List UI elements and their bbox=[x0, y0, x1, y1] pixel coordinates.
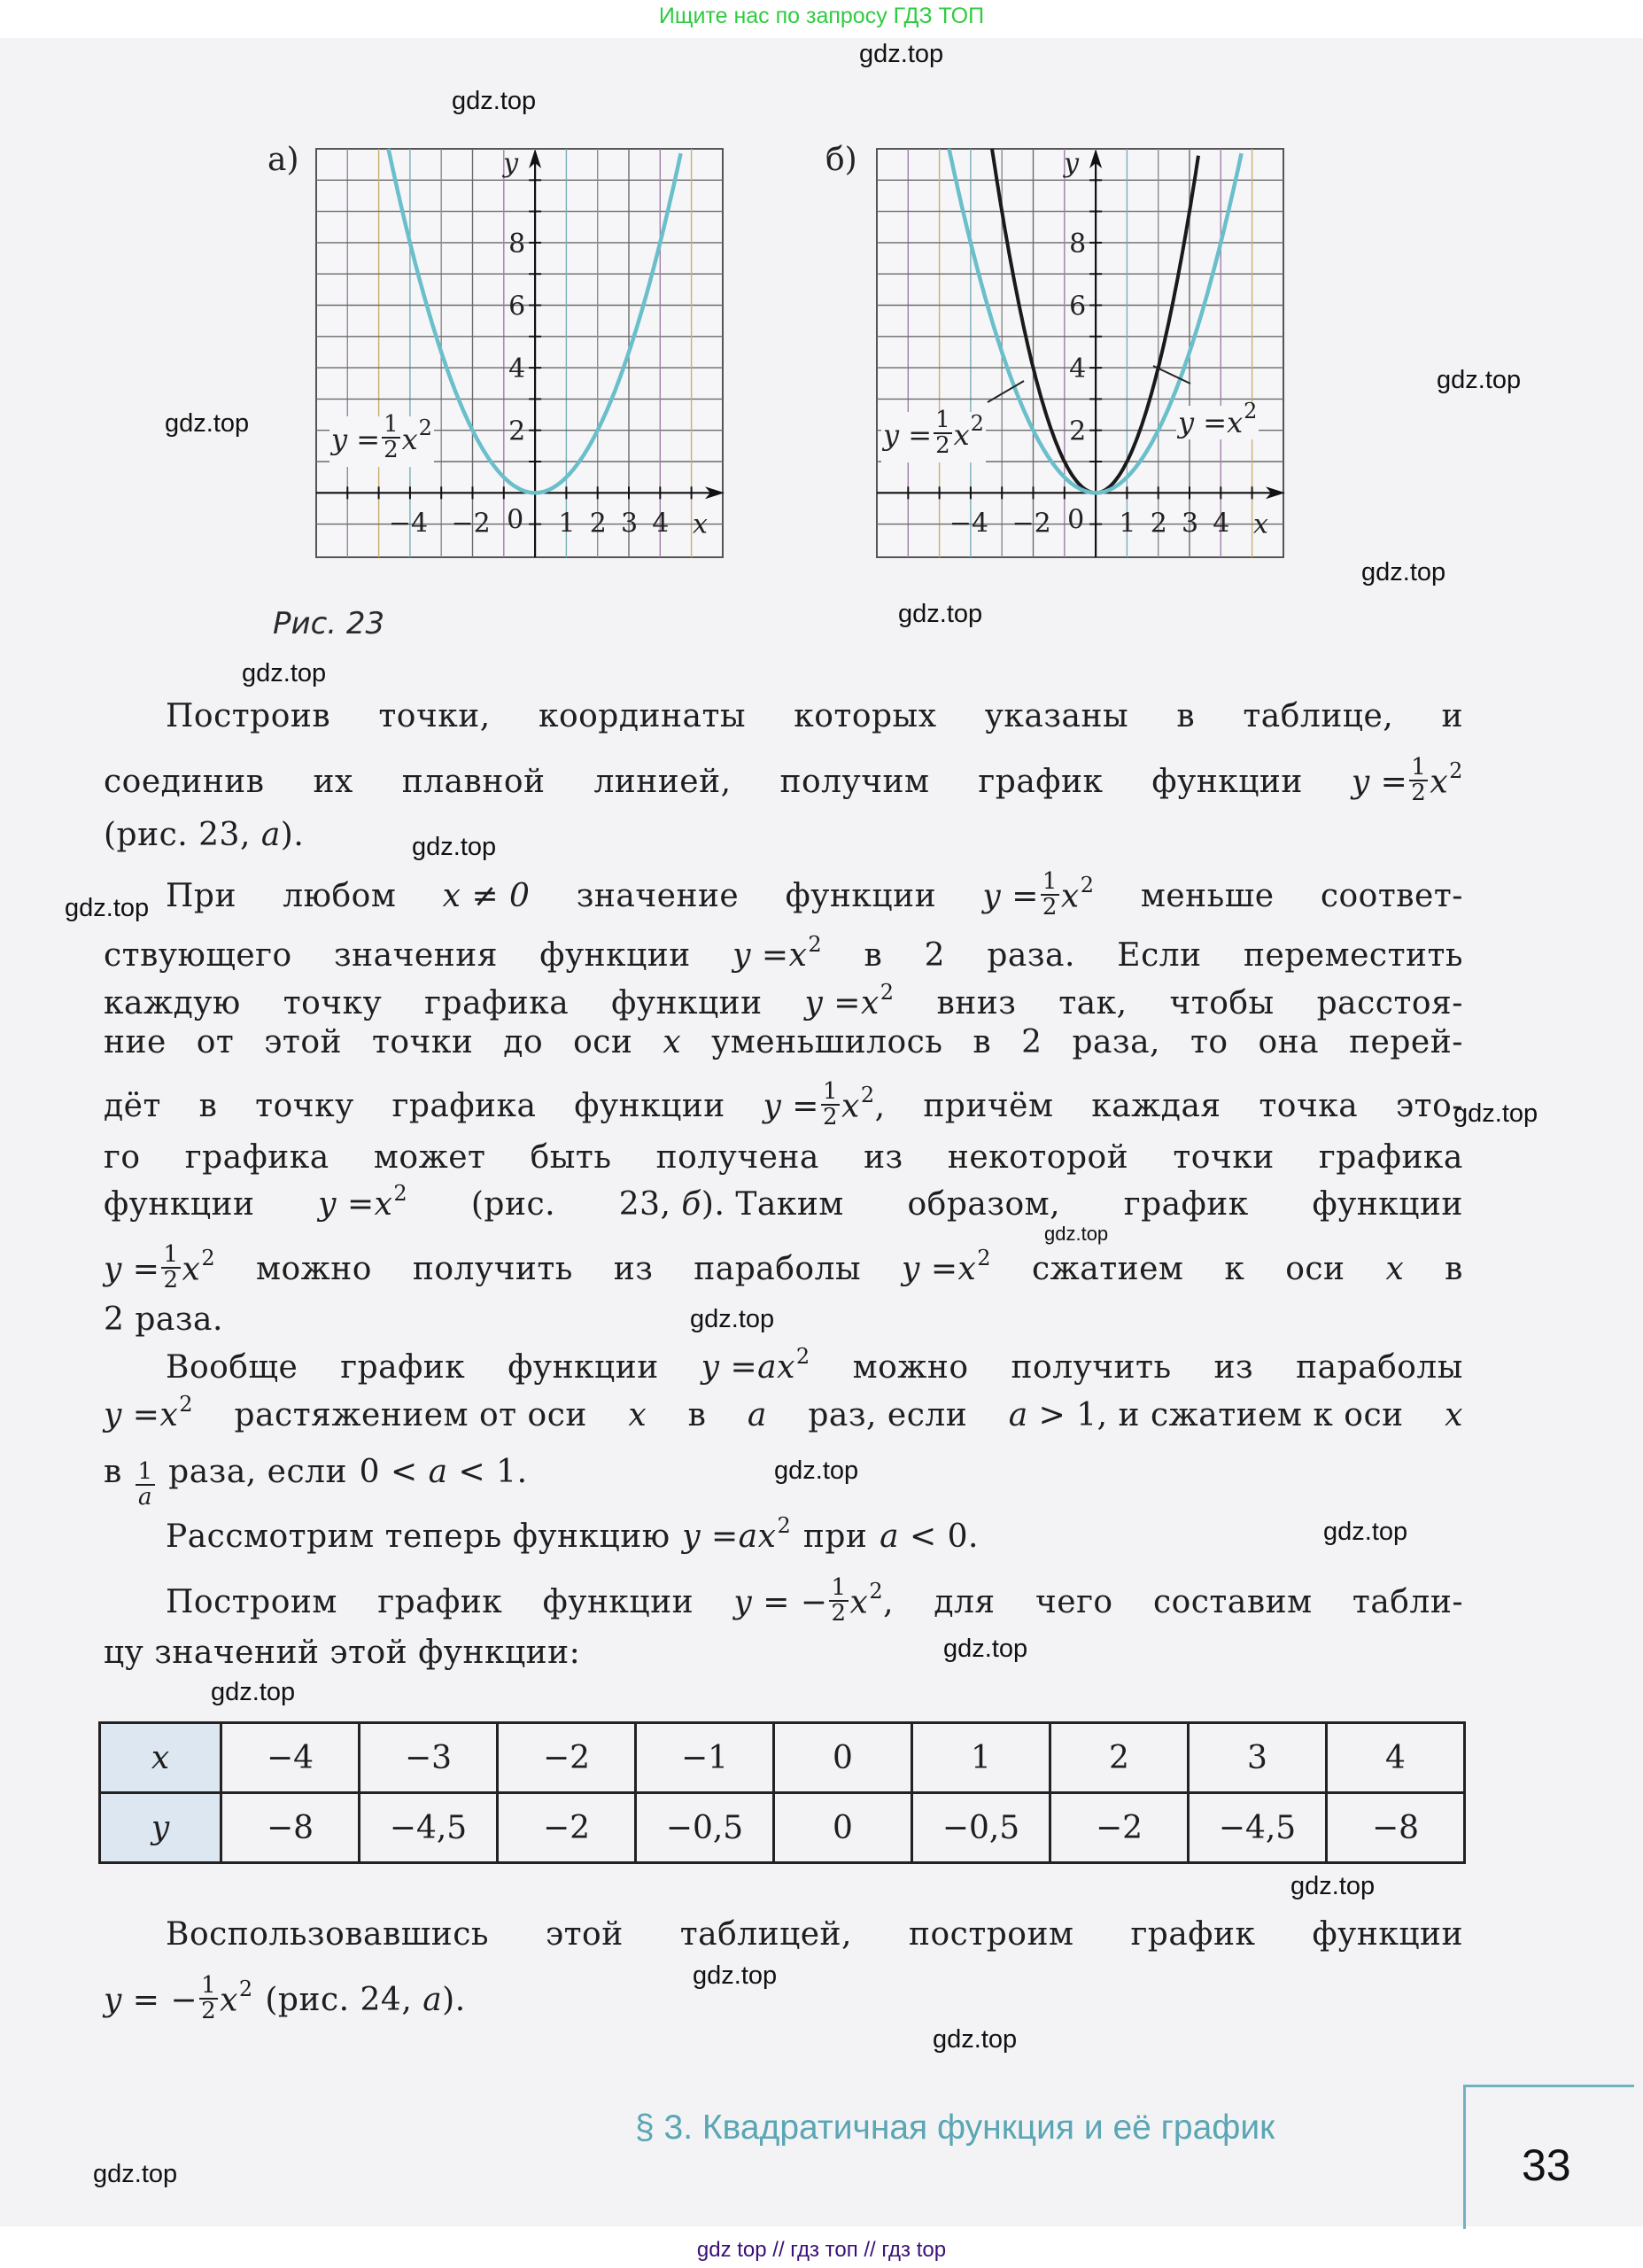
watermark: gdz.top bbox=[933, 2025, 1018, 2054]
values-table-grid bbox=[98, 1721, 1466, 1864]
watermark: gdz.top bbox=[412, 833, 497, 861]
table-row bbox=[100, 1793, 1465, 1863]
text-line: y = $\frac{1}{2}$ $x^2$ можно получить из параболы $y =x^2$ сжатием к оси x в bbox=[104, 1241, 1463, 1294]
x-tick-label: −4 bbox=[388, 508, 429, 540]
x-tick-label: 1 bbox=[558, 508, 576, 540]
text-line: цу значений этой функции: bbox=[104, 1635, 581, 1671]
figure-caption: Рис. 23 bbox=[273, 606, 385, 641]
text-line: 2 раза. bbox=[104, 1301, 223, 1338]
x-tick-label: −4 bbox=[949, 508, 989, 540]
watermark: gdz.top bbox=[774, 1456, 859, 1485]
watermark: gdz.top bbox=[242, 659, 327, 687]
watermark: gdz.top bbox=[1044, 1223, 1109, 1245]
x-tick-label: 3 bbox=[621, 508, 639, 540]
y-tick-label: 4 bbox=[1069, 353, 1087, 385]
watermark: gdz.top bbox=[452, 87, 537, 115]
bottom-banner-text: gdz top // гдз топ // гдз top bbox=[696, 2238, 947, 2262]
watermark: gdz.top bbox=[690, 1305, 775, 1333]
panel-b-label: б) bbox=[825, 142, 857, 178]
text-line: Вообще график функции $y =ax^2$ можно получить из параболы bbox=[166, 1344, 1463, 1386]
x-axis-label: x bbox=[693, 509, 708, 540]
text-line: ствующего значения функции $y =x^2$ в 2 раза. Если переместить bbox=[104, 932, 1463, 974]
table-cell: 1 bbox=[912, 1723, 1050, 1793]
x-tick-label: 4 bbox=[652, 508, 670, 540]
y-axis-label: y bbox=[503, 148, 519, 179]
x-tick-label: 4 bbox=[1213, 508, 1230, 540]
text-line: функции $y =x^2$ (рис. 23, б). Таким образом, график функции bbox=[104, 1181, 1463, 1223]
table-cell: −4,5 bbox=[360, 1793, 498, 1863]
panel-a-label: а) bbox=[267, 142, 299, 178]
text-line: ние от этой точки до оси x уменьшилось в 2 раза, то она перей- bbox=[104, 1024, 1463, 1060]
table-cell: −3 bbox=[360, 1723, 498, 1793]
watermark: gdz.top bbox=[1361, 558, 1446, 586]
text-line: го графика может быть получена из некоторой точки графика bbox=[104, 1139, 1463, 1176]
y-tick-label: 6 bbox=[1069, 291, 1087, 322]
text-line: Воспользовавшись этой таблицей, построим график функции bbox=[166, 1916, 1463, 1953]
x-tick-label: 2 bbox=[589, 508, 607, 540]
table-cell: −2 bbox=[1050, 1793, 1189, 1863]
curve-label-x-squared: $y =x^2$ bbox=[1178, 399, 1258, 439]
watermark: gdz.top bbox=[943, 1635, 1028, 1663]
table-cell: −1 bbox=[636, 1723, 774, 1793]
x-tick-label: 1 bbox=[1119, 508, 1136, 540]
text-line: $y =x^2$ растяжением от оси x в a раз, если a > 1, и сжатием к оси x bbox=[104, 1392, 1463, 1433]
curve-label-half-x-squared: y = $\frac{1}{2}$ $x^2$ bbox=[881, 412, 986, 462]
table-cell: −8 bbox=[221, 1793, 360, 1863]
row-header: x bbox=[100, 1723, 221, 1793]
x-axis-label: x bbox=[1253, 509, 1268, 540]
text-line: соединив их плавной линией, получим график функции y = $\frac{1}{2}$ $x^2$ bbox=[104, 754, 1463, 807]
table-cell: −0,5 bbox=[636, 1793, 774, 1863]
table-cell: −4,5 bbox=[1189, 1793, 1327, 1863]
page-number: 33 bbox=[1522, 2140, 1571, 2190]
text-line: каждую точку графика функции $y =x^2$ вниз так, чтобы расстоя- bbox=[104, 980, 1463, 1021]
y-tick-label: 6 bbox=[508, 291, 526, 322]
text-line: (рис. 23, а). bbox=[104, 817, 305, 853]
curve-label-half-x-squared: y = $\frac{1}{2}$ $x^2$ bbox=[329, 416, 434, 467]
text-line: Рассмотрим теперь функцию $y =ax^2$ при a < 0. bbox=[166, 1513, 979, 1555]
table-cell: −8 bbox=[1327, 1793, 1465, 1863]
table-cell: −0,5 bbox=[912, 1793, 1050, 1863]
table-row bbox=[100, 1723, 1465, 1793]
origin-label: 0 bbox=[507, 504, 524, 536]
table-cell: −2 bbox=[498, 1723, 636, 1793]
x-tick-label: −2 bbox=[451, 508, 491, 540]
watermark: gdz.top bbox=[1437, 366, 1522, 394]
text-line: дёт в точку графика функции y = $\frac{1}{2}$ $x^2$, причём каждая точка это- bbox=[104, 1078, 1463, 1131]
top-banner bbox=[0, 0, 1643, 38]
table-cell: 4 bbox=[1327, 1723, 1465, 1793]
text-line: в $\frac{1}{a}$ раза, если 0 < a < 1. bbox=[104, 1454, 528, 1511]
table-cell: 0 bbox=[774, 1723, 912, 1793]
watermark: gdz.top bbox=[859, 40, 944, 68]
table-cell: 3 bbox=[1189, 1723, 1327, 1793]
table-cell: 2 bbox=[1050, 1723, 1189, 1793]
y-tick-label: 2 bbox=[508, 416, 526, 447]
watermark: gdz.top bbox=[693, 1961, 778, 1990]
watermark: gdz.top bbox=[65, 894, 150, 922]
text-line: y = − $\frac{1}{2}$ $x^2$ (рис. 24, а). bbox=[104, 1972, 466, 2025]
watermark: gdz.top bbox=[1453, 1099, 1538, 1128]
graph-b-canvas bbox=[877, 149, 1283, 557]
origin-label: 0 bbox=[1067, 504, 1085, 536]
table-cell: 0 bbox=[774, 1793, 912, 1863]
watermark: gdz.top bbox=[211, 1678, 296, 1706]
watermark: gdz.top bbox=[1290, 1872, 1376, 1900]
graph-a-canvas bbox=[316, 149, 723, 557]
watermark: gdz.top bbox=[898, 600, 983, 628]
text-line: При любом x ≠ 0 значение функции y = $\frac{1}{2}$ $x^2$ меньше соответ- bbox=[166, 868, 1463, 921]
x-tick-label: 2 bbox=[1150, 508, 1167, 540]
row-header: y bbox=[100, 1793, 221, 1863]
table-cell: −2 bbox=[498, 1793, 636, 1863]
watermark: gdz.top bbox=[1323, 1518, 1408, 1546]
graph-panel-a bbox=[316, 149, 723, 557]
text-line: Построив точки, координаты которых указаны в таблице, и bbox=[166, 698, 1463, 734]
y-tick-label: 2 bbox=[1069, 416, 1087, 447]
y-tick-label: 8 bbox=[508, 228, 526, 260]
graph-panel-b bbox=[877, 149, 1283, 557]
top-banner-text: Ищите нас по запросу ГДЗ ТОП bbox=[658, 4, 985, 28]
table-cell: −4 bbox=[221, 1723, 360, 1793]
x-tick-label: 3 bbox=[1182, 508, 1199, 540]
y-tick-label: 8 bbox=[1069, 228, 1087, 260]
values-table bbox=[98, 1721, 1466, 1864]
watermark: gdz.top bbox=[93, 2160, 178, 2188]
y-axis-label: y bbox=[1064, 148, 1080, 179]
x-tick-label: −2 bbox=[1011, 508, 1051, 540]
y-tick-label: 4 bbox=[508, 353, 526, 385]
watermark: gdz.top bbox=[165, 409, 250, 438]
section-title-footer: § 3. Квадратичная функция и её график bbox=[635, 2109, 1275, 2147]
text-line: Построим график функции y = − $\frac{1}{2}$ $x^2$, для чего составим табли- bbox=[166, 1574, 1463, 1627]
